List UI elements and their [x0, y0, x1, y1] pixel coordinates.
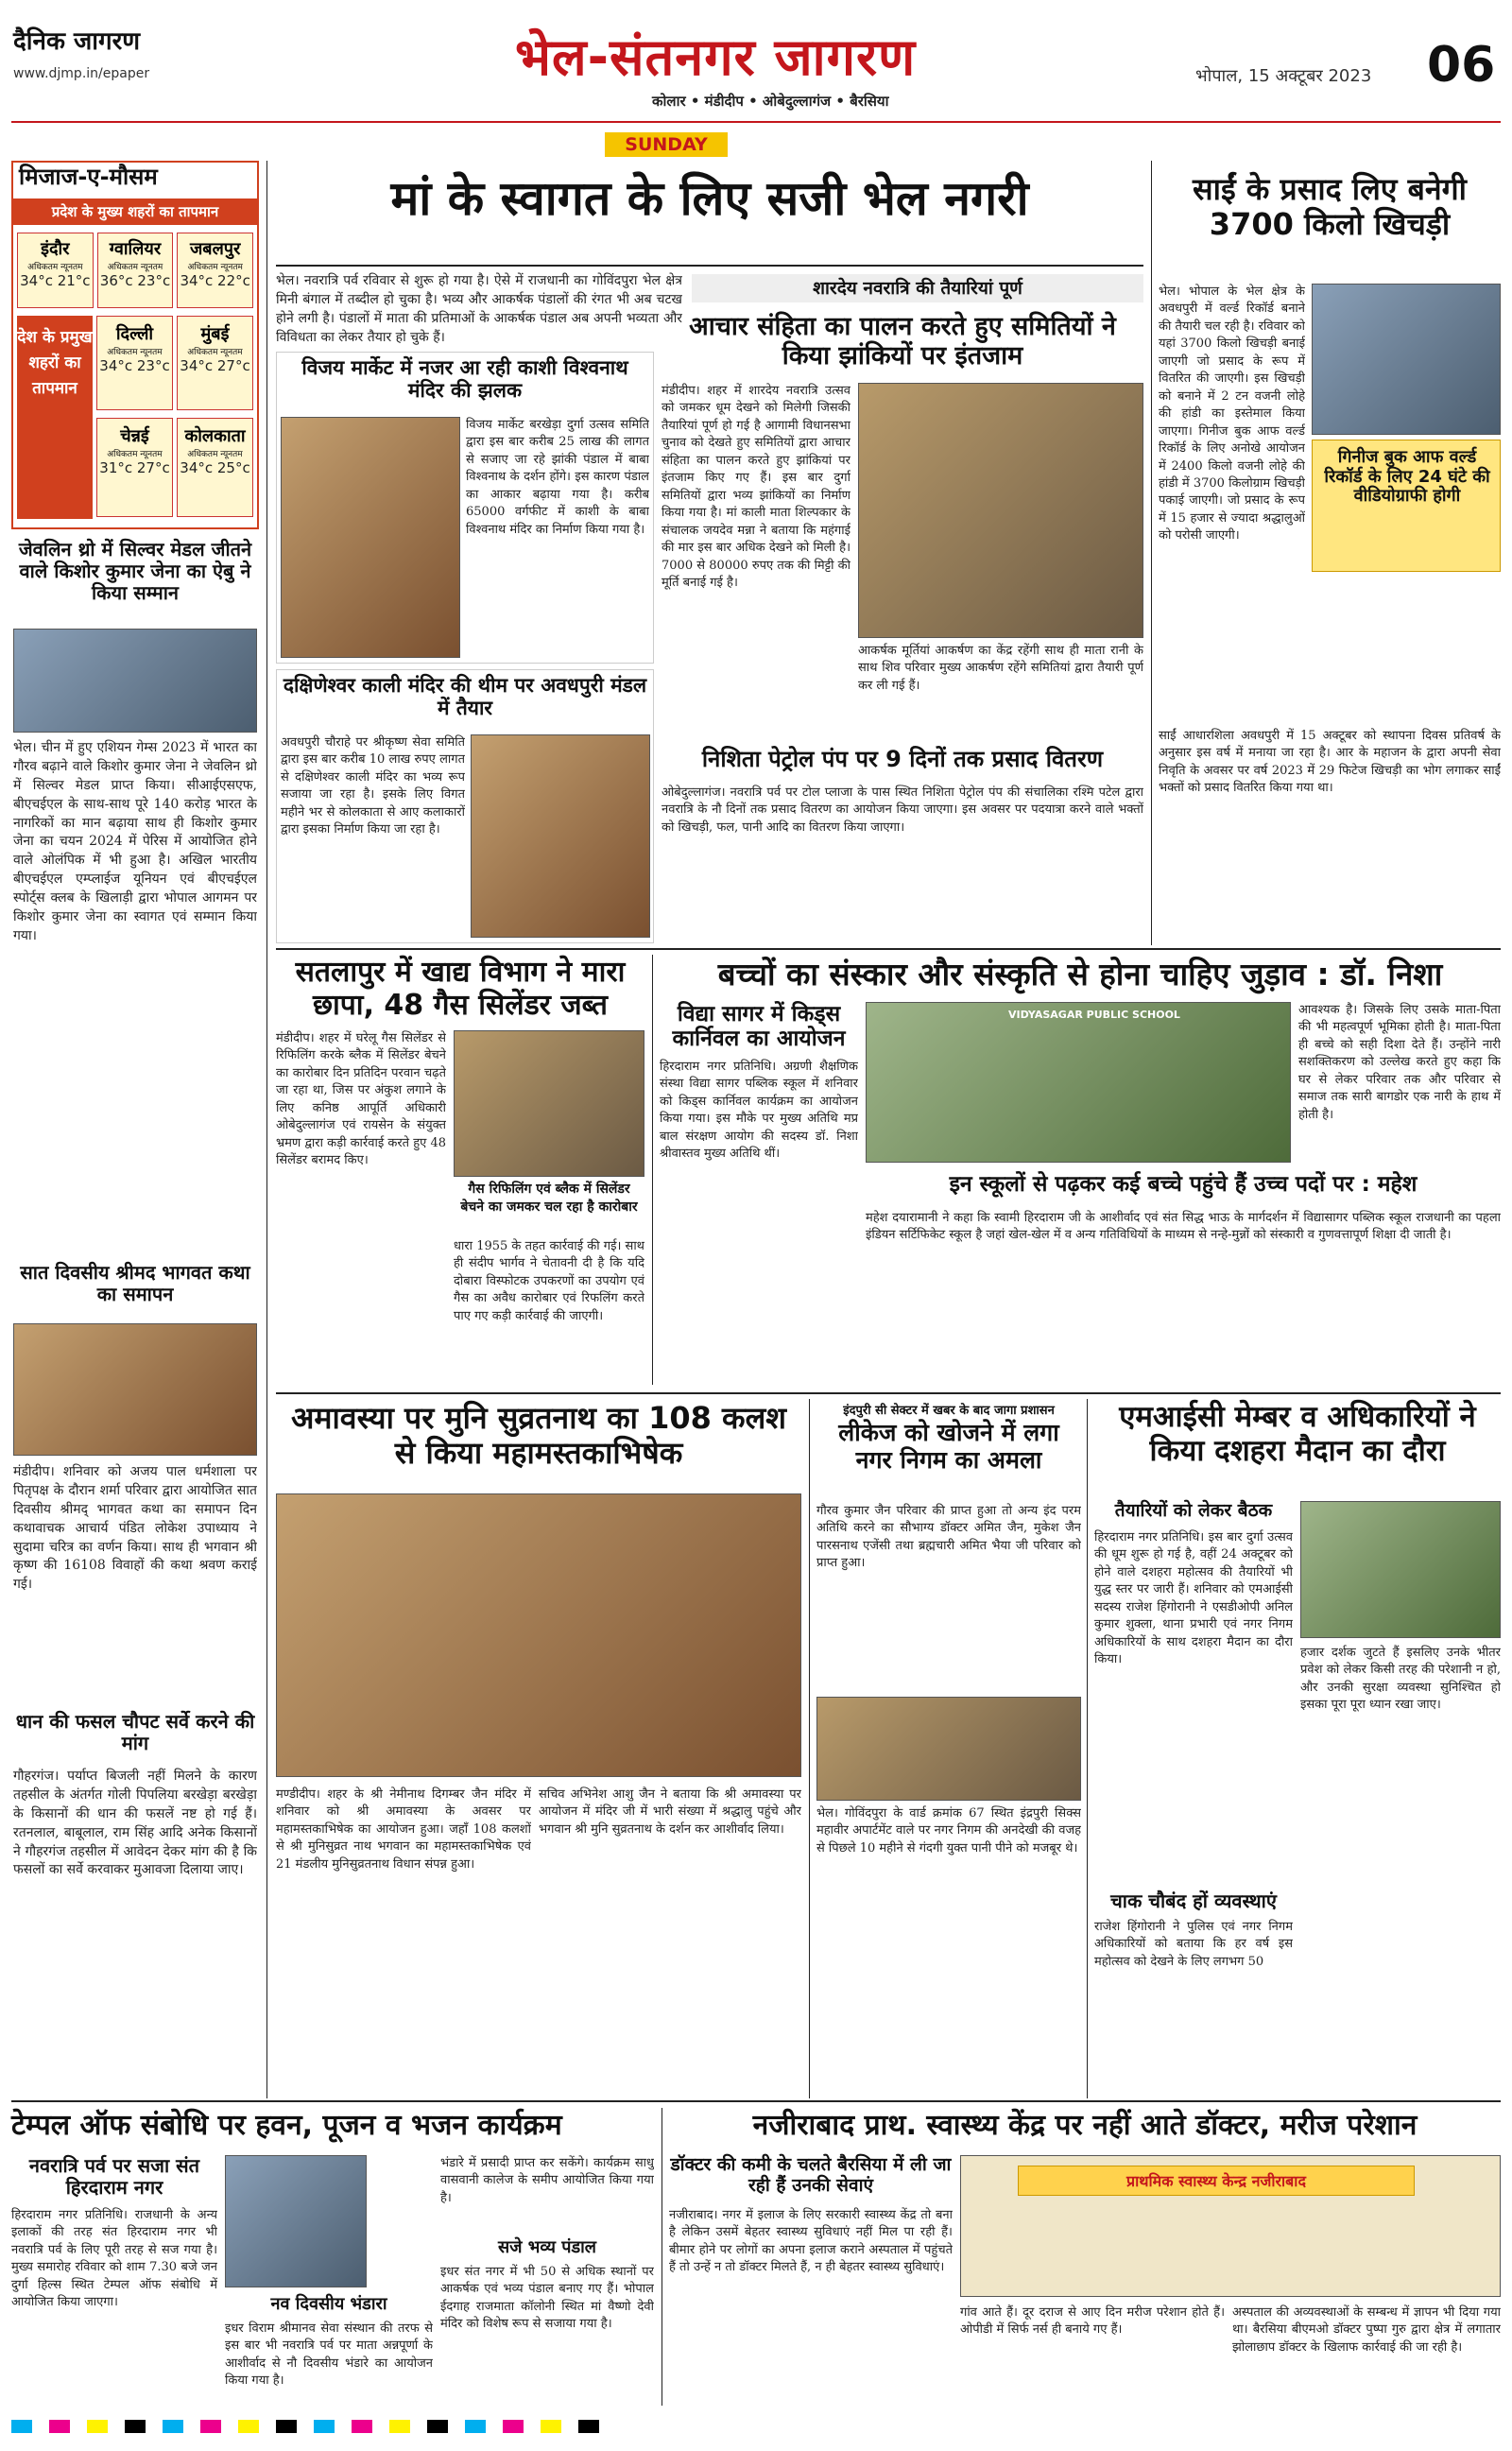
dussehra-box-headline: चाक चौबंद हों व्यवस्थाएं	[1110, 1890, 1277, 1912]
leak-photo-caption: भेल। गोविंदपुरा के वार्ड क्रमांक 67 स्थित इंद्रपुरी सिक्स महावीर अपार्टमेंट वाले पर नगर निगम की अनदेखी की वजह से पिछले 10 महीने से गंदगी युक्त पानी पीने को मजबूर थे।	[816, 1806, 1081, 1856]
left-brand: दैनिक जागरण	[13, 27, 141, 56]
cyan-swatch	[163, 2420, 183, 2433]
lead-headline: मां के स्वागत के लिए सजी भेल नगरी	[390, 171, 1029, 226]
petrol-body: ओबेदुल्लागंज। नवरात्रि पर्व पर टोल प्लाजा के पास स्थित निशिता पेट्रोल पंप की संचालिका रश्मि पटेल द्वारा नवरात्रि के नौ दिनों तक प्रसाद वितरण का आयोजन किया जाएगा। इस अवसर पर पदयात्रा करने वाले भक्तों को खिचड़ी, फल, पानी आदि का वितरण किया जाएगा।	[662, 785, 1143, 835]
weather-row-1	[17, 233, 253, 308]
weather-cell: जबलपुर अधिकतम न्यूनतम 34°c 22°c	[177, 233, 253, 308]
carnival-right-body: आवश्यक है। जिसके लिए उसके माता-पिता की भी महत्वपूर्ण भूमिका होती है। माता-पिता ही बच्चे को सही दिशा देते हैं। उन्होंने नारी सशक्तिकरण को उल्लेख करते हुए कहा कि घर से लेकर परिवार तक और परिवार से समाज तक सारी बागडोर एक नारी के हाथ में होती है।	[1298, 1003, 1501, 1122]
yellow-swatch	[389, 2420, 410, 2433]
lead-box2-headline: दक्षिणेश्वर काली मंदिर की थीम पर अवधपुरी मंडल में तैयार	[283, 674, 647, 720]
yellow-swatch	[238, 2420, 259, 2433]
masthead-title: भेल-संतनगर जागरण	[515, 27, 917, 87]
sunday-label: SUNDAY	[625, 134, 708, 155]
cyan-swatch	[465, 2420, 486, 2433]
weather-side-label: देश के प्रमुख शहरों का तापमान	[17, 316, 93, 519]
masthead	[0, 0, 1512, 155]
sunday-banner	[605, 132, 728, 157]
nazirabad-photo	[960, 2155, 1501, 2297]
magenta-swatch	[49, 2420, 70, 2433]
right-photo	[1312, 284, 1501, 435]
leak-photo	[816, 1697, 1081, 1801]
masthead-areas: कोलार • मंडीदीप • ओबेदुल्लागंज • बैरसिया	[652, 93, 889, 110]
left-story3-headline: धान की फसल चौपट सर्वे करने की मांग	[15, 1710, 255, 1754]
weather-cell: चेन्नई अधिकतम न्यूनतम 31°c 27°c	[96, 418, 173, 517]
carnival-sub-headline: विद्या सागर में किड्स कार्निवल का आयोजन	[672, 1002, 846, 1052]
nazirabad-headline: नजीराबाद प्राथ. स्वास्थ्य केंद्र पर नहीं आते डॉक्टर, मरीज परेशान	[752, 2109, 1418, 2142]
lead-box1-body: विजय मार्केट बरखेड़ा दुर्गा उत्सव समिति द्वारा इस बार करीब 25 लाख की लागत से सजाए जा रहे झांकी पंडाल में बाबा विश्वनाथ के दर्शन होंगे। इस कारण पंडाल का आकार बढ़ाया गया है। करीब 65000 वर्गफीट में काशी के बाबा विश्वनाथ मंदिर का निर्माण किया गया है।	[466, 418, 649, 537]
carnival-photo	[866, 1002, 1291, 1163]
temple-headline: टेम्पल ऑफ संबोधि पर हवन, पूजन व भजन कार्यक्रम	[11, 2109, 562, 2142]
weather-cell: दिल्ली अधिकतम न्यूनतम 34°c 23°c	[96, 316, 173, 410]
masthead-rule	[11, 121, 1501, 123]
right-inset	[1312, 440, 1501, 572]
page-number: 06	[1427, 37, 1496, 94]
weather-subheading: प्रदेश के मुख्य शहरों का तापमान	[13, 198, 257, 225]
temple-col3-body: इधर संत नगर में भी 50 से अधिक स्थानों पर आकर्षक एवं भव्य पंडाल बनाए गए हैं। भोपाल ईदगाह राजमाता कॉलोनी स्थित मां वैष्णो देवी मंदिर को विशेष रूप से सजाया गया है।	[440, 2265, 654, 2332]
nazirabad-col3: अस्पताल की अव्यवस्थाओं के सम्बन्ध में ज्ञापन भी दिया गया था। बैरसिया बीएमओ डॉक्टर पुष्पा गुरु द्वारा क्षेत्र में लगातार झोलाछाप डॉक्टर के खिलाफ कार्रवाई की जा रही है।	[1232, 2305, 1501, 2355]
magenta-swatch	[200, 2420, 221, 2433]
lead-sub-body: मंडीदीप। शहर में शारदेय नवरात्रि उत्सव को जमकर धूम देखने को मिलेगी जिसकी तैयारियां पूर्ण हो गई है आगामी विधानसभा चुनाव को देखते हुए समितियों द्वारा आचार संहिता का पालन करते हुए झांकियां पर इंतजाम किए गए हैं। इस बार दुर्गा समितियों द्वारा भव्य झांकियों का निर्माण किया गया है। मां काली माता शिल्पकार के संचालक जयदेव मन्ना ने बताया कि महंगाई की मार इस बार अधिक देखने को मिली है। 7000 से 80000 रुपए तक की मिट्टी की मूर्ति बनाई गई है।	[662, 384, 850, 590]
lead-box1	[276, 352, 654, 664]
jain-body2: सचिव अभिनेश आशु जैन ने बताया कि श्री अमावस्या पर आयोजन में मंदिर जी में भारी संख्या में श्रद्धालु पहुंचे और भगवान श्री मुनि सुव्रतनाथ के दर्शन कर आशीर्वाद लिया।	[539, 1787, 801, 1837]
right-inset-caption: गिनीज बुक आफ वर्ल्ड रिकॉर्ड के लिए 24 घंटे की वीडियोग्राफी होगी	[1324, 447, 1490, 507]
lead-box2-body: अवधपुरी चौराहे पर श्रीकृष्ण सेवा समिति द्वारा इस बार करीब 10 लाख रुपए लागत से दक्षिणेश्वर काली मंदिर का भव्य रूप सजाया जा रहा है। इसके लिए विगत महीने भर से कोलकाता से आए कलाकारों द्वारा इसका निर्माण किया जा रहा है।	[281, 735, 465, 837]
jain-headline: अमावस्या पर मुनि सुव्रतनाथ का 108 कलश से किया महामस्तकाभिषेक	[290, 1400, 787, 1471]
column-divider	[266, 161, 267, 2098]
gas-body: मंडीदीप। शहर में घरेलू गैस सिलेंडर से रिफिलिंग करके ब्लैक में सिलेंडर बेचने का कारोबार दिन प्रतिदिन परवान चढ़ते जा रहा था, जिस पर अंकुश लगाने के लिए कनिष्ठ आपूर्ति अधिकारी ओबेदुल्लागंज एवं रायसेन के संयुक्त भ्रमण द्वारा कड़ी कार्रवाई करते हुए 48 सिलेंडर बरामद किए।	[276, 1031, 446, 1168]
dussehra-headline: एमआईसी मेम्बर व अधिकारियों ने किया दशहरा मैदान का दौरा	[1119, 1400, 1476, 1468]
lead-kicker: शारदेय नवरात्रि की तैयारियां पूर्ण	[692, 274, 1143, 302]
yellow-swatch	[541, 2420, 561, 2433]
black-swatch	[427, 2420, 448, 2433]
lead-photo-caption: आकर्षक मूर्तियां आकर्षण का केंद्र रहेंगी साथ ही माता रानी के साथ शिव परिवार मुख्य आकर्षण रहेंगे समितियां द्वारा तैयारी पूर्ण कर ली गई हैं।	[858, 644, 1143, 693]
cyan-swatch	[314, 2420, 335, 2433]
lead-box2-photo	[471, 734, 650, 938]
weather-box	[11, 161, 259, 529]
magenta-swatch	[352, 2420, 372, 2433]
carnival-quote-body: महेश दयारामानी ने कहा कि स्वामी हिरदाराम जी के आशीर्वाद एवं संत सिद्ध भाऊ के मार्गदर्शन में विद्यासागर पब्लिक स्कूल राजधानी का पहला इंडियन सर्टिफिकेट स्कूल है जहां खेल-खेल में व अन्य गतिविधियों के माध्यम से नन्हे-मुन्नों को संस्कारी व गुणवत्तापूर्ण शिक्षा दी जाती है।	[866, 1211, 1501, 1243]
right-body2: साईं आधारशिला अवधपुरी में 15 अक्टूबर को स्थापना दिवस प्रतिवर्ष के अनुसार इस वर्ष में मनाया जा रहा है। आर के महाजन के द्वारा अपनी सेवा निवृति के अवसर पर वर्ष 2023 में 29 फिटेज खिचड़ी का भोग लगाकर साईं भक्तों को प्रसाद वितरित किया गया था।	[1159, 729, 1501, 796]
nazirabad-sub-headline: डॉक्टर की कमी के चलते बैरसिया में ली जा रही हैं उनकी सेवाएं	[670, 2154, 952, 2196]
gas-photo-caption: गैस रिफिलिंग एवं ब्लैक में सिलेंडर बेचने का जमकर चल रहा है कारोबार	[454, 1177, 644, 1234]
jain-photo	[276, 1493, 801, 1777]
black-swatch	[276, 2420, 297, 2433]
leak-headline: लीकेज को खोजने में लगा नगर निगम का अमला	[838, 1419, 1059, 1474]
dussehra-box-body: राजेश हिंगोरानी ने पुलिस एवं नगर निगम अधिकारियों को बताया कि हर वर्ष इस महोत्सव को देखने के लिए लगभग 50	[1094, 1920, 1293, 1969]
left-story1-body: भेल। चीन में हुए एशियन गेम्स 2023 में भारत का गौरव बढ़ाने वाले किशोर कुमार जेना ने जेवलिन थ्रो में सिल्वर मेडल प्राप्त किया। सीआईएसएफ, बीएचईएल के साथ-साथ पूरे 140 करोड़ भारत के नागरिकों का मान बढ़ाया साथ ही किशोर कुमार जेना का चयन 2024 में पेरिस में आयोजित होने वाले ओलंपिक में भी हुआ है। अखिल भारतीय बीएचईएल एम्प्लाईज यूनियन एवं बीएचईएल स्पोर्ट्स क्लब के खिलाड़ी द्वारा भोपाल आगमन पर किशोर कुमार जेना का स्वागत एवं सम्मान किया गया।	[13, 740, 257, 943]
petrol-headline: निशिता पेट्रोल पंप पर 9 दिनों तक प्रसाद वितरण	[701, 746, 1104, 772]
lead-box2	[276, 669, 654, 943]
column-divider	[652, 955, 653, 1385]
temple-photo	[225, 2155, 367, 2287]
gas-photo	[454, 1030, 644, 1177]
left-url[interactable]: www.djmp.in/epaper	[13, 66, 150, 81]
weather-heading: मिजाज-ए-मौसम	[19, 164, 158, 190]
registration-bar	[11, 2415, 1501, 2438]
dussehra-right-body: हजार दर्शक जुटते हैं इसलिए उनके भीतर प्रवेश को लेकर किसी तरह की परेशानी न हो, और उनकी सुरक्षा व्यवस्था सुनिश्चित हो इसका पूरा पूरा ध्यान रखा जाए।	[1300, 1646, 1501, 1713]
dussehra-photo	[1300, 1501, 1501, 1638]
temple-box-headline: नव दिवसीय भंडारा	[270, 2294, 387, 2314]
leak-kicker: इंदपुरी सी सेक्टर में खबर के बाद जागा प्रशासन	[843, 1404, 1055, 1418]
leak-body: गौरव कुमार जैन परिवार की प्राप्त हुआ तो अन्य इंद परम अतिथि करने का सौभाग्य डॉक्टर अमित जैन, मुकेश जैन पारसनाथ एजेंसी तथा ब्रह्मचारी अमित भैया जी परिवार को प्राप्त हुआ।	[816, 1504, 1081, 1571]
weather-cell: मुंबई अधिकतम न्यूनतम 34°c 27°c	[177, 316, 253, 410]
carnival-photo-banner: VIDYASAGAR PUBLIC SCHOOL	[1008, 1009, 1180, 1021]
yellow-swatch	[87, 2420, 108, 2433]
masthead-date: भोपाल, 15 अक्टूबर 2023	[1195, 66, 1372, 86]
carnival-sub-body: हिरदाराम नगर प्रतिनिधि। अग्रणी शैक्षणिक संस्था विद्या सागर पब्लिक स्कूल में शनिवार को किड्स कार्निवल कार्यक्रम का आयोजन किया गया। इस मौके पर मुख्य अतिथि मप्र बाल संरक्षण आयोग की सदस्य डॉ. निशा श्रीवास्तव मुख्य अतिथि थीं।	[660, 1060, 858, 1162]
lead-box1-photo	[281, 417, 460, 658]
weather-row-3	[96, 418, 253, 517]
carnival-headline: बच्चों का संस्कार और संस्कृति से होना चाहिए जुड़ाव : डॉ. निशा	[717, 956, 1443, 992]
section-rule	[276, 1392, 1501, 1394]
section-rule	[11, 2100, 1501, 2102]
black-swatch	[125, 2420, 146, 2433]
nazirabad-sign: प्राथमिक स्वास्थ्य केन्द्र नजीराबाद	[1018, 2166, 1415, 2196]
right-body: भेल। भोपाल के भेल क्षेत्र के अवधपुरी में वर्ल्ड रिकॉर्ड बनाने की तैयारी चल रही है। रविवार को यहां 3700 किलो खिचड़ी बनाई जाएगी जो प्रसाद के रूप में वितरित की जाएगी। इस खिचड़ी को बनाने में 2 टन वजनी लोहे की हांडी का इस्तेमाल किया जाएगा। गिनीज बुक आफ वर्ल्ड रिकॉर्ड के लिए अनोखे आयोजन में 2400 किलो वजनी लोहे की हांडी में 3700 किलोग्राम खिचड़ी पकाई जाएगी। जो प्रसाद के रूप में 15 हजार से ज्यादा श्रद्धालुओं को परोसी जाएगी।	[1159, 285, 1305, 544]
cyan-swatch	[11, 2420, 32, 2433]
right-headline: साईं के प्रसाद लिए बनेगी 3700 किलो खिचड़ी	[1193, 171, 1467, 242]
temple-box-body: इधर विराम श्रीमानव सेवा संस्थान की तरफ से इस बार भी नवरात्रि पर्व पर माता अन्नपूर्णा के आशीर्वाद से नौ दिवसीय भंडारे का आयोजन किया गया है।	[225, 2322, 433, 2389]
lead-main-photo	[858, 383, 1143, 638]
gas-headline: सतलापुर में खाद्य विभाग ने मारा छापा, 48 गैस सिलेंडर जब्त	[295, 956, 626, 1022]
section-rule	[276, 948, 1501, 950]
column-divider	[1087, 1399, 1088, 2098]
left-story2-headline: सात दिवसीय श्रीमद भागवत कथा का समापन	[20, 1261, 250, 1305]
lead-headline-rule	[276, 265, 1143, 267]
lead-intro: भेल। नवरात्रि पर्व रविवार से शुरू हो गया है। ऐसे में राजधानी का गोविंदपुरा भेल क्षेत्र मिनी बंगाल में तब्दील हो चुका है। भव्य और आकर्षक पंडालों की रंगत भी अब चटख होने लगी है। पंडालों में माता की प्रतिमाओं के आकर्षक पंडाल अब अपनी भव्यता और विविधता का लेकर तैयार हो चुके हैं।	[276, 273, 682, 345]
weather-cell: इंदौर अधिकतम न्यूनतम 34°c 21°c	[17, 233, 94, 308]
left-story1-headline: जेवलिन थ्रो में सिल्वर मेडल जीतने वाले किशोर कुमार जेना का ऐबु ने किया सम्मान	[18, 538, 252, 604]
gas-body2: धारा 1955 के तहत कार्रवाई की गई। साथ ही संदीप भार्गव ने चेतावनी दी है कि यदि दोबारा विस्फोटक उपकरणों का उपयोग एवं गैस का अवैध कारोबार एवं रिफलिंग करते पाए गए कड़ी कार्रवाई की जाएगी।	[454, 1239, 644, 1323]
column-divider	[1151, 161, 1152, 945]
dussehra-body: हिरदाराम नगर प्रतिनिधि। इस बार दुर्गा उत्सव की धूम शुरू हो गई है, वहीं 24 अक्टूबर को होने वाले दशहरा महोत्सव की तैयारियों भी युद्ध स्तर पर जारी हैं। शनिवार को एमआईसी सदस्य राजेश हिंगोरानी ने एसडीओपी अनिल कुमार शुक्ला, थाना प्रभारी एवं नगर निगम अधिकारियों के साथ दशहरा मैदान का दौरा किया।	[1094, 1530, 1293, 1667]
jain-body: मण्डीदीप। शहर के श्री नेमीनाथ दिगम्बर जैन मंदिर में शनिवार को श्री अमावस्या के अवसर पर महामस्तकाभिषेक का आयोजन हुआ। जहाँ 108 कलशों से श्री मुनिसुव्रत नाथ भगवान का महामस्तकाभिषेक एवं 21 मंडलीय मुनिसुव्रतनाथ विधान संपन्न हुआ।	[276, 1787, 531, 1872]
lead-box1-headline: विजय मार्केट में नजर आ रही काशी विश्वनाथ मंदिर की झलक	[301, 356, 628, 403]
weather-row-2	[96, 316, 253, 410]
weather-cell: ग्वालियर अधिकतम न्यूनतम 36°c 23°c	[97, 233, 174, 308]
black-swatch	[578, 2420, 599, 2433]
column-divider	[809, 1399, 810, 2098]
weather-cell: कोलकाता अधिकतम न्यूनतम 34°c 25°c	[177, 418, 253, 517]
lead-sub-headline: आचार संहिता का पालन करते हुए समितियों ने किया झांकियों पर इंतजाम	[689, 312, 1116, 371]
temple-col3: भंडारे में प्रसादी प्राप्त कर सकेंगे। कार्यक्रम साधु वासवानी कालेज के समीप आयोजित किया गया है।	[440, 2156, 654, 2205]
temple-body: हिरदाराम नगर प्रतिनिधि। राजधानी के अन्य इलाकों की तरह संत हिरदाराम नगर भी नवरात्रि पर्व के लिए पूरी तरह से सज गया है। मुख्य समारोह रविवार को शाम 7.30 बजे जन दुर्गा हिल्स स्थित टेम्पल ऑफ संबोधि में आयोजित किया जाएगा।	[11, 2208, 217, 2310]
left-story3-body: गौहरगंज। पर्याप्त बिजली नहीं मिलने के कारण तहसील के अंतर्गत गोली पिपलिया बरखेड़ा बरखेड़ा के किसानों की धान की फसलें नष्ट हो गई हैं। रतनलाल, बाबूलाल, राम सिंह आदि अनेक किसानों ने गौहरगंज तहसील में आवेदन देकर मांग की है कि फसलों का सर्वे करवाकर मुआवजा दिलाया जाए।	[13, 1769, 257, 1878]
left-story1-photo	[13, 629, 257, 733]
nazirabad-col2: गांव आते हैं। दूर दराज से आए दिन मरीज परेशान होते हैं। ओपीडी में सिर्फ नर्स ही बनाये गए हैं।	[960, 2305, 1225, 2338]
temple-col3-headline: सजे भव्य पंडाल	[497, 2237, 597, 2257]
temple-sub-headline: नवरात्रि पर्व पर सजा संत हिरदाराम नगर	[28, 2154, 200, 2199]
carnival-quote-headline: इन स्कूलों से पढ़कर कई बच्चे पहुंचे हैं उच्च पदों पर : महेश	[949, 1172, 1418, 1197]
magenta-swatch	[503, 2420, 524, 2433]
dussehra-sub-headline: तैयारियों को लेकर बैठक	[1114, 1500, 1273, 1521]
left-story2-photo	[13, 1323, 257, 1456]
left-story2-body: मंडीदीप। शनिवार को अजय पाल धर्मशाला पर पितृपक्ष के दौरान शर्मा परिवार द्वारा आयोजित सात दिवसीय श्रीमद् भागवत कथा का समापन दिन कथावाचक आचार्य पंडित लोकेश उपाध्याय ने सुदामा चरित्र का वर्णन किया। साथ ही भगवान श्री कृष्ण की 16108 विवाहों की कथा श्रवण कराई गई।	[13, 1464, 257, 1593]
nazirabad-body: नजीराबाद। नगर में इलाज के लिए सरकारी स्वास्थ्य केंद्र तो बना है लेकिन उसमें बेहतर स्वास्थ्य सुविधाएं नहीं मिल पा रही हैं। बीमार होने पर लोगों का अपना इलाज कराने अस्पताल में पहुंचते हैं तो उन्हें न तो डॉक्टर मिलते हैं, न ही बेहतर स्वास्थ्य सुविधाएं।	[669, 2208, 953, 2275]
